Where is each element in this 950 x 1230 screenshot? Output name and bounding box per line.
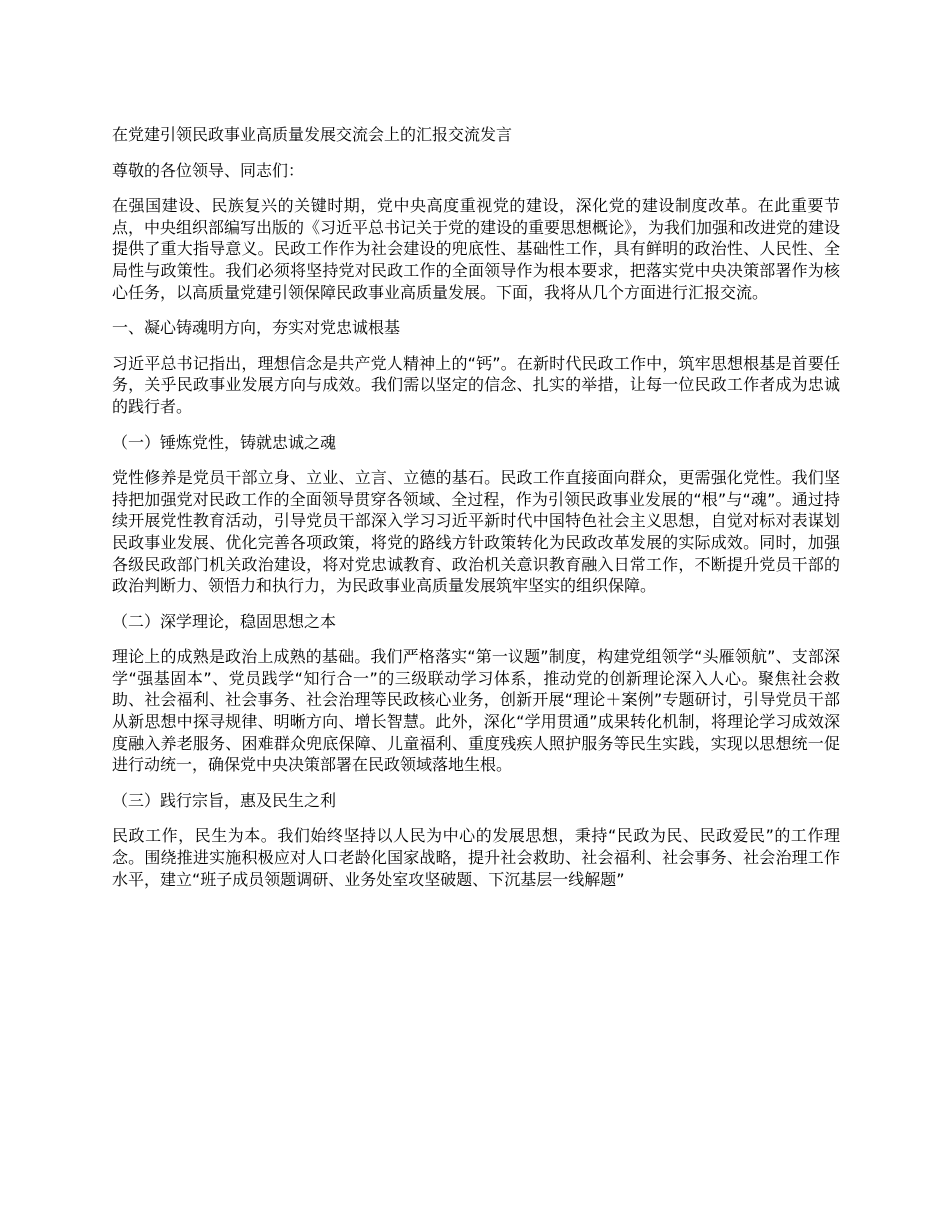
section-1-heading: 一、凝心铸魂明方向，夯实对党忠诚根基 bbox=[112, 318, 401, 338]
subsection-2-paragraph: 理论上的成熟是政治上成熟的基础。我们严格落实“第一议题”制度，构建党组领学“头雁领航”、支部深学“强基固本”、党员践学“知行合一”的三级联动学习体系，推动党的创新理论深入人心。聚焦社会救助、社会福利、社会事务、社会治理等民政核心业务，创新开展“理论＋案例”专题研讨，引导党员干部从新思想中探寻规律、明晰方向、增长智慧。此外，深化“学用贯通”成果转化机制，将理论学习成效深度融入养老服务、困难群众兜底保障、儿童福利、重度残疾人照护服务等民生实践，实现以思想统一促进行动统一，确保党中央决策部署在民政领域落地生根。 bbox=[112, 647, 840, 775]
subsection-3-heading: （三）践行宗旨，惠及民生之利 bbox=[112, 790, 337, 810]
section-1-intro-paragraph: 习近平总书记指出，理想信念是共产党人精神上的“钙”。在新时代民政工作中，筑牢思想根基是首要任务，关乎民政事业发展方向与成效。我们需以坚定的信念、扎实的举措，让每一位民政工作者成为忠诚的践行者。 bbox=[112, 353, 840, 416]
subsection-2-heading: （二）深学理论，稳固思想之本 bbox=[112, 611, 337, 631]
subsection-1-heading: （一）锤炼党性，铸就忠诚之魂 bbox=[112, 432, 337, 452]
intro-paragraph: 在强国建设、民族复兴的关键时期，党中央高度重视党的建设，深化党的建设制度改革。在此重要节点，中央组织部编写出版的《习近平总书记关于党的建设的重要思想概论》，为我们加强和改进党的建设提供了重大指导意义。民政工作作为社会建设的兜底性、基础性工作，具有鲜明的政治性、人民性、全局性与政策性。我们必须将坚持党对民政工作的全面领导作为根本要求，把落实党中央决策部署作为核心任务，以高质量党建引领保障民政事业高质量发展。下面，我将从几个方面进行汇报交流。 bbox=[112, 196, 841, 302]
document-page bbox=[112, 124, 840, 904]
subsection-3-paragraph: 民政工作，民生为本。我们始终坚持以人民为中心的发展思想，秉持“民政为民、民政爱民”的工作理念。围绕推进实施积极应对人口老龄化国家战略，提升社会救助、社会福利、社会事务、社会治理工作水平，建立“班子成员领题调研、业务处室攻坚破题、下沉基层一线解题” bbox=[112, 826, 840, 889]
subsection-1-paragraph: 党性修养是党员干部立身、立业、立言、立德的基石。民政工作直接面向群众，更需强化党性。我们坚持把加强党对民政工作的全面领导贯穿各领域、全过程，作为引领民政事业发展的“根”与“魂”。通过持续开展党性教育活动，引导党员干部深入学习习近平新时代中国特色社会主义思想，自觉对标对表谋划民政事业发展、优化完善各项政策，将党的路线方针政策转化为民政改革发展的实际成效。同时，加强各级民政部门机关政治建设，将对党忠诚教育、政治机关意识教育融入日常工作，不断提升党员干部的政治判断力、领悟力和执行力，为民政事业高质量发展筑牢坚实的组织保障。 bbox=[112, 468, 840, 596]
salutation: 尊敬的各位领导、同志们： bbox=[112, 160, 305, 180]
document-title: 在党建引领民政事业高质量发展交流会上的汇报交流发言 bbox=[112, 125, 513, 144]
